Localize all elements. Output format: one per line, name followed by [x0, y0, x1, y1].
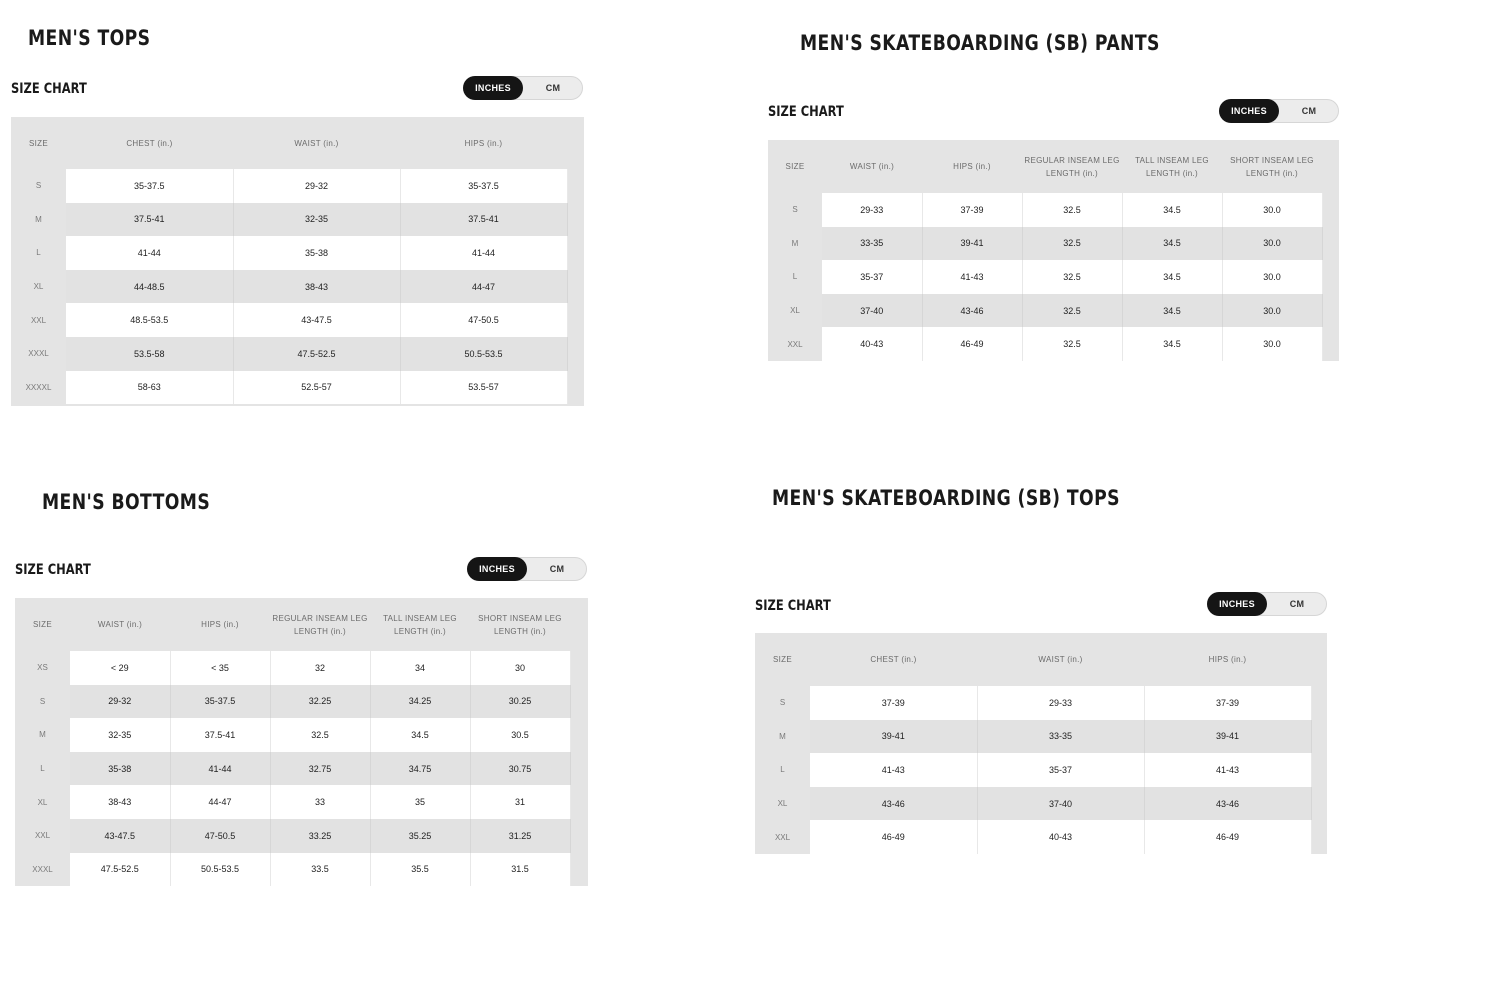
measurement-cell: 34.25: [370, 685, 470, 719]
measurement-cell: 47.5-52.5: [70, 853, 170, 887]
table-row: [755, 686, 1311, 720]
column-header: HIPS (in.): [1208, 655, 1247, 664]
measurement-cell: 35-37.5: [66, 169, 233, 203]
column-header: SHORT INSEAM LEG LENGTH (in.): [1230, 155, 1314, 178]
measurement-cell: 31.25: [470, 819, 570, 853]
size-label-cell: XL: [37, 797, 48, 807]
measurement-cell: 37-40: [977, 787, 1144, 821]
table-row: [11, 270, 567, 304]
measurement-cell: 47.5-52.5: [233, 337, 400, 371]
table-row: [768, 260, 1322, 294]
column-header: SIZE: [773, 655, 792, 664]
measurement-cell: 29-32: [233, 169, 400, 203]
toggle-inches-option[interactable]: INCHES: [467, 557, 527, 581]
measurement-cell: 43-47.5: [70, 819, 170, 853]
size-chart-label: SIZE CHART: [11, 81, 87, 97]
size-chart-label: SIZE CHART: [15, 562, 91, 578]
measurement-cell: 31: [470, 785, 570, 819]
measurement-cell: 47-50.5: [400, 303, 567, 337]
section-title: MEN'S SKATEBOARDING (SB) TOPS: [772, 486, 1120, 510]
table-row: [11, 371, 567, 405]
measurement-cell: 32.5: [1022, 327, 1122, 361]
size-label-cell: M: [35, 214, 42, 224]
table-row: [755, 753, 1311, 787]
measurement-cell: 30.25: [470, 685, 570, 719]
measurement-cell: 41-44: [400, 236, 567, 270]
section-title: MEN'S TOPS: [28, 26, 151, 50]
measurement-cell: 34.5: [1122, 260, 1222, 294]
measurement-cell: 37-39: [810, 686, 977, 720]
column-header: CHEST (in.): [870, 655, 917, 664]
size-label-cell: XXXXL: [25, 382, 52, 392]
table-row: [15, 752, 570, 786]
measurement-cell: 41-43: [1144, 753, 1311, 787]
measurement-cell: 30.0: [1222, 227, 1322, 261]
measurement-cell: 37-40: [822, 294, 922, 328]
measurement-cell: 44-47: [400, 270, 567, 304]
size-table-grid: [768, 140, 1323, 361]
table-row: [11, 169, 567, 203]
measurement-cell: 37-39: [1144, 686, 1311, 720]
size-label-cell: L: [40, 764, 45, 774]
table-row: [11, 337, 567, 371]
measurement-cell: 33-35: [822, 227, 922, 261]
measurement-cell: 52.5-57: [233, 371, 400, 405]
toggle-cm-option[interactable]: CM: [549, 564, 565, 574]
column-header: SIZE: [33, 620, 52, 629]
table-row: [15, 819, 570, 853]
column-header: WAIST (in.): [1038, 655, 1083, 664]
measurement-cell: 43-47.5: [233, 303, 400, 337]
section-title: MEN'S SKATEBOARDING (SB) PANTS: [800, 31, 1160, 55]
table-row: [768, 193, 1322, 227]
unit-toggle[interactable]: [463, 76, 583, 100]
size-table-grid: [15, 598, 571, 886]
size-label-cell: XXXL: [32, 864, 53, 874]
column-header: HIPS (in.): [464, 138, 503, 148]
toggle-cm-option[interactable]: CM: [545, 83, 561, 93]
table-row: [15, 785, 570, 819]
measurement-cell: < 35: [170, 651, 270, 685]
measurement-cell: 32.5: [1022, 193, 1122, 227]
table-row: [768, 294, 1322, 328]
size-table: [15, 598, 588, 886]
measurement-cell: 32: [270, 651, 370, 685]
size-label-cell: XXL: [30, 315, 47, 325]
measurement-cell: 35-37.5: [170, 685, 270, 719]
column-header: SIZE: [29, 138, 48, 148]
column-header: WAIST (in.): [294, 138, 339, 148]
measurement-cell: 39-41: [922, 227, 1022, 261]
column-header: HIPS (in.): [953, 162, 991, 171]
table-row: [15, 853, 570, 887]
size-table: [768, 140, 1339, 361]
size-label-cell: L: [36, 248, 41, 258]
column-header: REGULAR INSEAM LEG LENGTH (in.): [1024, 155, 1120, 178]
toggle-cm-option[interactable]: CM: [1289, 599, 1305, 609]
table-row: [755, 720, 1311, 754]
measurement-cell: 34.75: [370, 752, 470, 786]
size-label-cell: XXXL: [28, 349, 49, 359]
column-header: CHEST (in.): [126, 138, 173, 148]
size-table: [755, 633, 1327, 854]
measurement-cell: 34.5: [1122, 327, 1222, 361]
unit-toggle[interactable]: [1219, 99, 1339, 123]
measurement-cell: 29-33: [977, 686, 1144, 720]
column-header: HIPS (in.): [201, 620, 239, 629]
unit-toggle[interactable]: [467, 557, 587, 581]
measurement-cell: 32.5: [270, 718, 370, 752]
measurement-cell: 41-44: [66, 236, 233, 270]
measurement-cell: 35: [370, 785, 470, 819]
measurement-cell: 32-35: [70, 718, 170, 752]
size-table-grid: [11, 117, 568, 404]
table-row: [755, 820, 1311, 854]
measurement-cell: 32.25: [270, 685, 370, 719]
measurement-cell: 32.5: [1022, 260, 1122, 294]
measurement-cell: 50.5-53.5: [400, 337, 567, 371]
size-label-cell: XL: [33, 282, 44, 292]
size-label-cell: L: [780, 765, 785, 775]
measurement-cell: 44-48.5: [66, 270, 233, 304]
size-label-cell: XXL: [34, 831, 51, 841]
size-label-cell: XS: [37, 663, 48, 673]
measurement-cell: 46-49: [922, 327, 1022, 361]
measurement-cell: 30.0: [1222, 327, 1322, 361]
measurement-cell: 33.25: [270, 819, 370, 853]
measurement-cell: 33: [270, 785, 370, 819]
size-label-cell: XXL: [787, 339, 803, 349]
measurement-cell: 34: [370, 651, 470, 685]
measurement-cell: 41-43: [922, 260, 1022, 294]
measurement-cell: 33-35: [977, 720, 1144, 754]
table-row: [15, 651, 570, 685]
table-row: [768, 327, 1322, 361]
column-header: TALL INSEAM LEG LENGTH (in.): [1135, 155, 1209, 178]
measurement-cell: 35-38: [70, 752, 170, 786]
measurement-cell: 30.0: [1222, 294, 1322, 328]
table-row: [768, 227, 1322, 261]
table-row: [15, 718, 570, 752]
size-label-cell: XL: [790, 306, 800, 316]
measurement-cell: 48.5-53.5: [66, 303, 233, 337]
table-row: [11, 303, 567, 337]
toggle-cm-option[interactable]: CM: [1301, 106, 1317, 116]
size-chart-label: SIZE CHART: [768, 104, 844, 120]
measurement-cell: 37.5-41: [400, 203, 567, 237]
measurement-cell: 29-33: [822, 193, 922, 227]
measurement-cell: 37.5-41: [170, 718, 270, 752]
table-row: [11, 203, 567, 237]
measurement-cell: 32.5: [1022, 227, 1122, 261]
measurement-cell: 35-37.5: [400, 169, 567, 203]
measurement-cell: < 29: [70, 651, 170, 685]
toggle-inches-option[interactable]: INCHES: [1219, 99, 1279, 123]
measurement-cell: 33.5: [270, 853, 370, 887]
measurement-cell: 46-49: [1144, 820, 1311, 854]
column-header: WAIST (in.): [97, 620, 143, 629]
measurement-cell: 40-43: [977, 820, 1144, 854]
size-table-grid: [755, 633, 1312, 854]
measurement-cell: 39-41: [1144, 720, 1311, 754]
measurement-cell: 53.5-58: [66, 337, 233, 371]
measurement-cell: 35-37: [822, 260, 922, 294]
table-row: [11, 236, 567, 270]
size-label-cell: M: [791, 238, 799, 248]
size-label-cell: L: [792, 272, 798, 282]
measurement-cell: 43-46: [922, 294, 1022, 328]
size-label-cell: XL: [777, 799, 788, 809]
measurement-cell: 34.5: [1122, 294, 1222, 328]
size-label-cell: S: [35, 181, 42, 191]
measurement-cell: 32.75: [270, 752, 370, 786]
measurement-cell: 35.5: [370, 853, 470, 887]
measurement-cell: 37-39: [922, 193, 1022, 227]
table-row: [755, 787, 1311, 821]
measurement-cell: 30: [470, 651, 570, 685]
measurement-cell: 40-43: [822, 327, 922, 361]
column-header: WAIST (in.): [849, 162, 895, 171]
measurement-cell: 58-63: [66, 371, 233, 405]
size-label-cell: M: [39, 730, 46, 740]
measurement-cell: 41-44: [170, 752, 270, 786]
measurement-cell: 50.5-53.5: [170, 853, 270, 887]
measurement-cell: 30.5: [470, 718, 570, 752]
section-title: MEN'S BOTTOMS: [42, 490, 211, 514]
toggle-inches-option[interactable]: INCHES: [1207, 592, 1267, 616]
measurement-cell: 35-37: [977, 753, 1144, 787]
toggle-inches-option[interactable]: INCHES: [463, 76, 523, 100]
size-label-cell: XXL: [774, 832, 791, 842]
measurement-cell: 43-46: [1144, 787, 1311, 821]
measurement-cell: 35.25: [370, 819, 470, 853]
measurement-cell: 30.75: [470, 752, 570, 786]
unit-toggle[interactable]: [1207, 592, 1327, 616]
measurement-cell: 46-49: [810, 820, 977, 854]
measurement-cell: 41-43: [810, 753, 977, 787]
measurement-cell: 31.5: [470, 853, 570, 887]
size-table: [11, 117, 584, 406]
measurement-cell: 37.5-41: [66, 203, 233, 237]
measurement-cell: 30.0: [1222, 193, 1322, 227]
column-header: TALL INSEAM LEG LENGTH (in.): [383, 613, 457, 636]
measurement-cell: 53.5-57: [400, 371, 567, 405]
measurement-cell: 39-41: [810, 720, 977, 754]
size-label-cell: S: [779, 698, 786, 708]
size-label-cell: S: [39, 696, 46, 706]
measurement-cell: 34.5: [1122, 193, 1222, 227]
column-header: REGULAR INSEAM LEG LENGTH (in.): [272, 613, 368, 636]
measurement-cell: 43-46: [810, 787, 977, 821]
measurement-cell: 47-50.5: [170, 819, 270, 853]
measurement-cell: 35-38: [233, 236, 400, 270]
measurement-cell: 34.5: [370, 718, 470, 752]
measurement-cell: 29-32: [70, 685, 170, 719]
measurement-cell: 44-47: [170, 785, 270, 819]
size-chart-label: SIZE CHART: [755, 598, 831, 614]
table-row: [15, 685, 570, 719]
measurement-cell: 32-35: [233, 203, 400, 237]
measurement-cell: 38-43: [70, 785, 170, 819]
size-label-cell: M: [779, 731, 786, 741]
measurement-cell: 30.0: [1222, 260, 1322, 294]
column-header: SIZE: [785, 162, 805, 171]
measurement-cell: 38-43: [233, 270, 400, 304]
column-header: SHORT INSEAM LEG LENGTH (in.): [478, 613, 562, 636]
measurement-cell: 32.5: [1022, 294, 1122, 328]
measurement-cell: 34.5: [1122, 227, 1222, 261]
size-label-cell: S: [792, 205, 798, 215]
